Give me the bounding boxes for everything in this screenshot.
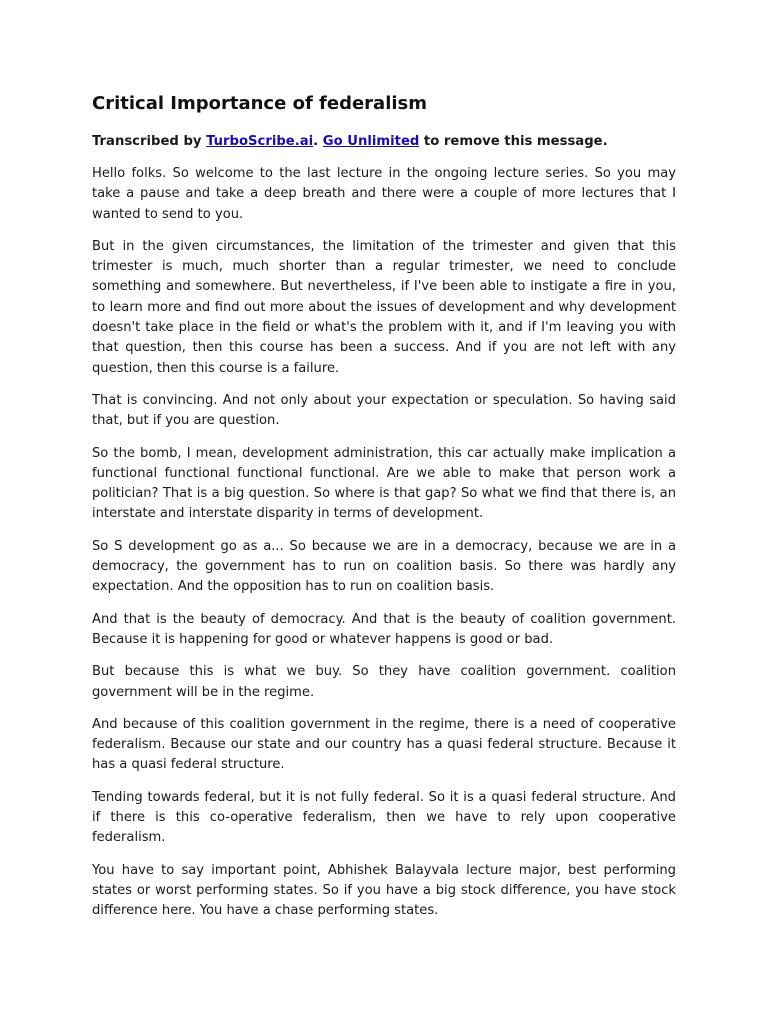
banner-separator: . xyxy=(313,134,323,149)
paragraph: Hello folks. So welcome to the last lecture in the ongoing lecture series. So you may take a pause and take a deep breath and there were a couple of more lectures that I wanted to send to you. xyxy=(92,166,676,222)
paragraph: That is convincing. And not only about your expectation or speculation. So having said that, but if you are question. xyxy=(92,392,676,429)
transcription-banner xyxy=(92,132,676,152)
paragraph: Tending towards federal, but it is not fully federal. So it is a quasi federal structure. And if there is this co-operative federalism, then we have to rely upon cooperative federalism. xyxy=(92,789,676,846)
paragraph: So S development go as a... So because we are in a democracy, because we are in a democracy, the government has to run on coalition basis. So there was hardly any expectation. And the opposition has to run on coalition basis. xyxy=(92,538,676,595)
paragraph: But in the given circumstances, the limitation of the trimester and given that this trimester is much, much shorter than a regular trimester, we need to conclude something and somewhere. But nevertheless, if I've been able to instigate a fire in you, to learn more and find out more about the issues of development and why development doesn't take place in the field or what's the problem with it, and if I'm leaving you with that question, then this course has been a success. And if you are not left with any question, then this course is a failure. xyxy=(92,238,676,376)
paragraph: And that is the beauty of democracy. And that is the beauty of coalition government. Because it is happening for good or whatever happens is good or bad. xyxy=(92,611,676,647)
go-unlimited-link[interactable]: Go Unlimited xyxy=(322,134,420,149)
paragraph: But because this is what we buy. So they have coalition government. coalition government will be in the regime. xyxy=(92,664,676,700)
turboscribe-link[interactable]: TurboScribe.ai xyxy=(206,134,314,149)
paragraph: And because of this coalition government in the regime, there is a need of cooperative federalism. Because our state and our country has a quasi federal structure. Because it has a quasi federal structure. xyxy=(92,716,676,773)
paragraph: So the bomb, I mean, development administration, this car actually make implication a functional functional functional functional. Are we able to make that person work a politician? That is a big question. So where is that gap? So what we find that there is, an interstate and interstate disparity in terms of development. xyxy=(92,445,676,522)
document-page xyxy=(92,92,676,934)
banner-suffix: to remove this message. xyxy=(419,134,608,149)
banner-prefix: Transcribed by xyxy=(92,134,207,149)
paragraph: You have to say important point, Abhishek Balayvala lecture major, best performing states or worst performing states. So if you have a big stock difference, you have stock difference here. You have a chase performing states. xyxy=(92,862,676,919)
document-title: Critical Importance of federalism xyxy=(92,93,428,114)
